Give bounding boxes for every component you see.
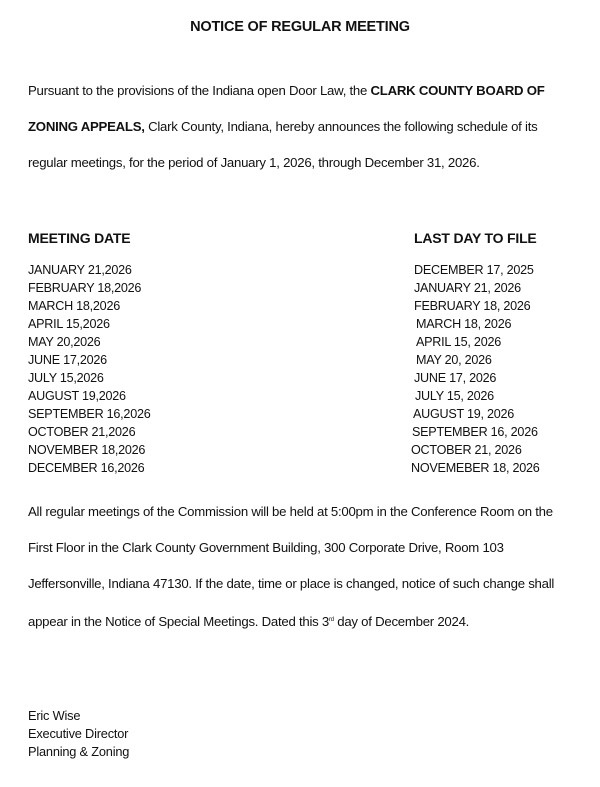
signatory-role: Executive Director (28, 726, 129, 741)
intro-line-2-text: Clark County, Indiana, hereby announces the following schedule of its (144, 119, 538, 134)
meeting-date-item: SEPTEMBER 16,2026 (28, 407, 151, 421)
meeting-date-item: MARCH 18,2026 (28, 299, 120, 313)
closing-line-3: Jeffersonville, Indiana 47130. If the date, time or place is changed, notice of such change shall (28, 576, 555, 591)
closing-line-2: First Floor in the Clark County Government Building, 300 Corporate Drive, Room 103 (28, 540, 504, 555)
meeting-date-item: DECEMBER 16,2026 (28, 461, 145, 475)
signatory-name: Eric Wise (28, 708, 81, 723)
closing-line-4-text: appear in the Notice of Special Meetings. Dated this 3 (28, 614, 329, 629)
meeting-date-item: AUGUST 19,2026 (28, 389, 126, 403)
last-day-to-file-item: APRIL 15, 2026 (416, 335, 501, 349)
document-title: NOTICE OF REGULAR MEETING (190, 19, 410, 35)
last-day-to-file-item: OCTOBER 21, 2026 (411, 443, 522, 457)
intro-line-1 (28, 73, 594, 109)
intro-line-3: regular meetings, for the period of January 1, 2026, through December 31, 2026. (28, 155, 480, 170)
last-day-to-file-item: JUNE 17, 2026 (414, 371, 497, 385)
meeting-date-header: MEETING DATE (28, 230, 131, 246)
last-day-to-file-list (411, 261, 540, 477)
signatory-department: Planning & Zoning (28, 744, 130, 759)
last-day-to-file-item: DECEMBER 17, 2025 (414, 263, 534, 277)
last-day-to-file-item: JANUARY 21, 2026 (414, 281, 521, 295)
meeting-date-item: JANUARY 21,2026 (28, 263, 132, 277)
intro-line-2 (28, 109, 594, 145)
last-day-to-file-header: LAST DAY TO FILE (414, 230, 537, 246)
meeting-date-list (28, 261, 150, 477)
meeting-date-item: FEBRUARY 18,2026 (28, 281, 142, 295)
meeting-date-item: APRIL 15,2026 (28, 317, 110, 331)
meeting-date-item: MAY 20,2026 (28, 335, 101, 349)
intro-paragraph (28, 73, 594, 181)
meeting-date-item: OCTOBER 21,2026 (28, 425, 136, 439)
last-day-to-file-item: MARCH 18, 2026 (416, 317, 512, 331)
meeting-date-item: JUNE 17,2026 (28, 353, 107, 367)
ordinal-suffix: rd (329, 617, 334, 623)
closing-line-4 (28, 602, 594, 638)
last-day-to-file-item: MAY 20, 2026 (416, 353, 492, 367)
closing-line-4-end: day of December 2024. (333, 614, 470, 629)
intro-line-1-text: Pursuant to the provisions of the Indiana open Door Law, the (28, 83, 371, 98)
meeting-date-item: NOVEMBER 18,2026 (28, 443, 146, 457)
signature-block (28, 707, 129, 761)
closing-line-1: All regular meetings of the Commission will be held at 5:00pm in the Conference Room on the (28, 504, 553, 519)
last-day-to-file-item: JULY 15, 2026 (415, 389, 494, 403)
board-name-part-1: CLARK COUNTY BOARD OF (370, 83, 545, 98)
last-day-to-file-item: AUGUST 19, 2026 (413, 407, 515, 421)
last-day-to-file-item: NOVEMEBER 18, 2026 (411, 461, 540, 475)
last-day-to-file-item: FEBRUARY 18, 2026 (414, 299, 531, 313)
closing-paragraph (28, 494, 594, 638)
last-day-to-file-item: SEPTEMBER 16, 2026 (412, 425, 538, 439)
meeting-date-item: JULY 15,2026 (28, 371, 104, 385)
board-name-part-2: ZONING APPEALS, (28, 119, 145, 134)
